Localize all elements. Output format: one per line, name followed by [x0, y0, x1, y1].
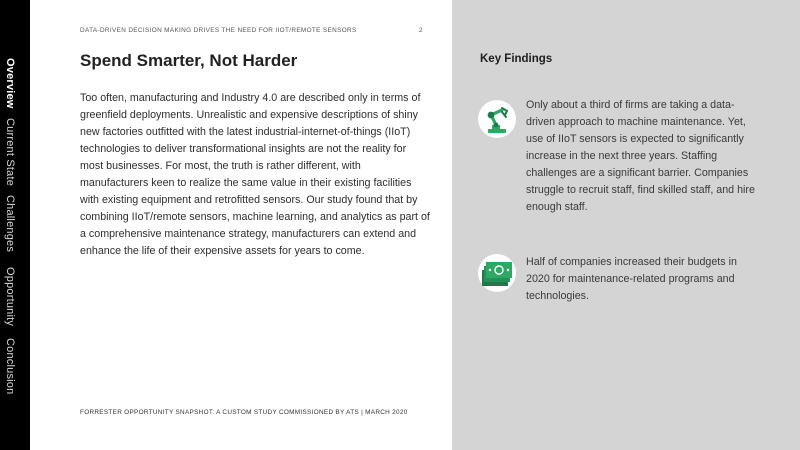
nav-item-current-state[interactable]: Current State — [4, 118, 16, 187]
main-content — [30, 0, 452, 450]
nav-item-conclusion[interactable]: Conclusion — [4, 338, 16, 395]
nav-item-challenges[interactable]: Challenges — [4, 195, 16, 253]
running-header: DATA-DRIVEN DECISION MAKING DRIVES THE NEED FOR IIOT/REMOTE SENSORS — [80, 27, 357, 34]
nav-item-overview[interactable]: Overview — [4, 58, 16, 109]
footer-credit: FORRESTER OPPORTUNITY SNAPSHOT: A CUSTOM STUDY COMMISSIONED BY ATS | MARCH 2020 — [80, 409, 408, 416]
body-paragraph: Too often, manufacturing and Industry 4.0 are described only in terms of greenfield deployments. Unrealistic and expensive descriptions of shiny new factories outfitted with the latest industrial-internet-of-things (IIoT) technologies to deliver transformational insights are not the reality for most businesses. For most, the truth is rather different, with manufacturers keen to realize the same value in their existing facilities with existing equipment and retrofitted sensors. Our study found that by combining IIoT/remote sensors, machine learning, and analytics as part of a comprehensive maintenance strategy, manufacturers can extend and enhance the life of their expensive assets for years to come. — [80, 92, 430, 257]
finding-text-staffing: Only about a third of firms are taking a data-driven approach to machine maintenance. Yet, use of IIoT sensors is expected to significantly increase in the next three years. Staffing challenges are a significant barrier. Companies struggle to recruit staff, find skilled staff, and hire enough staff. — [526, 99, 755, 213]
key-findings-title: Key Findings — [480, 53, 553, 65]
robot-arm-icon — [477, 99, 517, 139]
side-nav — [0, 0, 30, 450]
key-findings-panel — [452, 0, 800, 450]
finding-text-budgets: Half of companies increased their budgets in 2020 for maintenance-related programs and technologies. — [526, 256, 737, 302]
page-title: Spend Smarter, Not Harder — [80, 51, 298, 70]
nav-item-opportunity[interactable]: Opportunity — [4, 267, 16, 327]
money-stack-icon — [477, 253, 517, 293]
page-number: 2 — [419, 27, 423, 34]
